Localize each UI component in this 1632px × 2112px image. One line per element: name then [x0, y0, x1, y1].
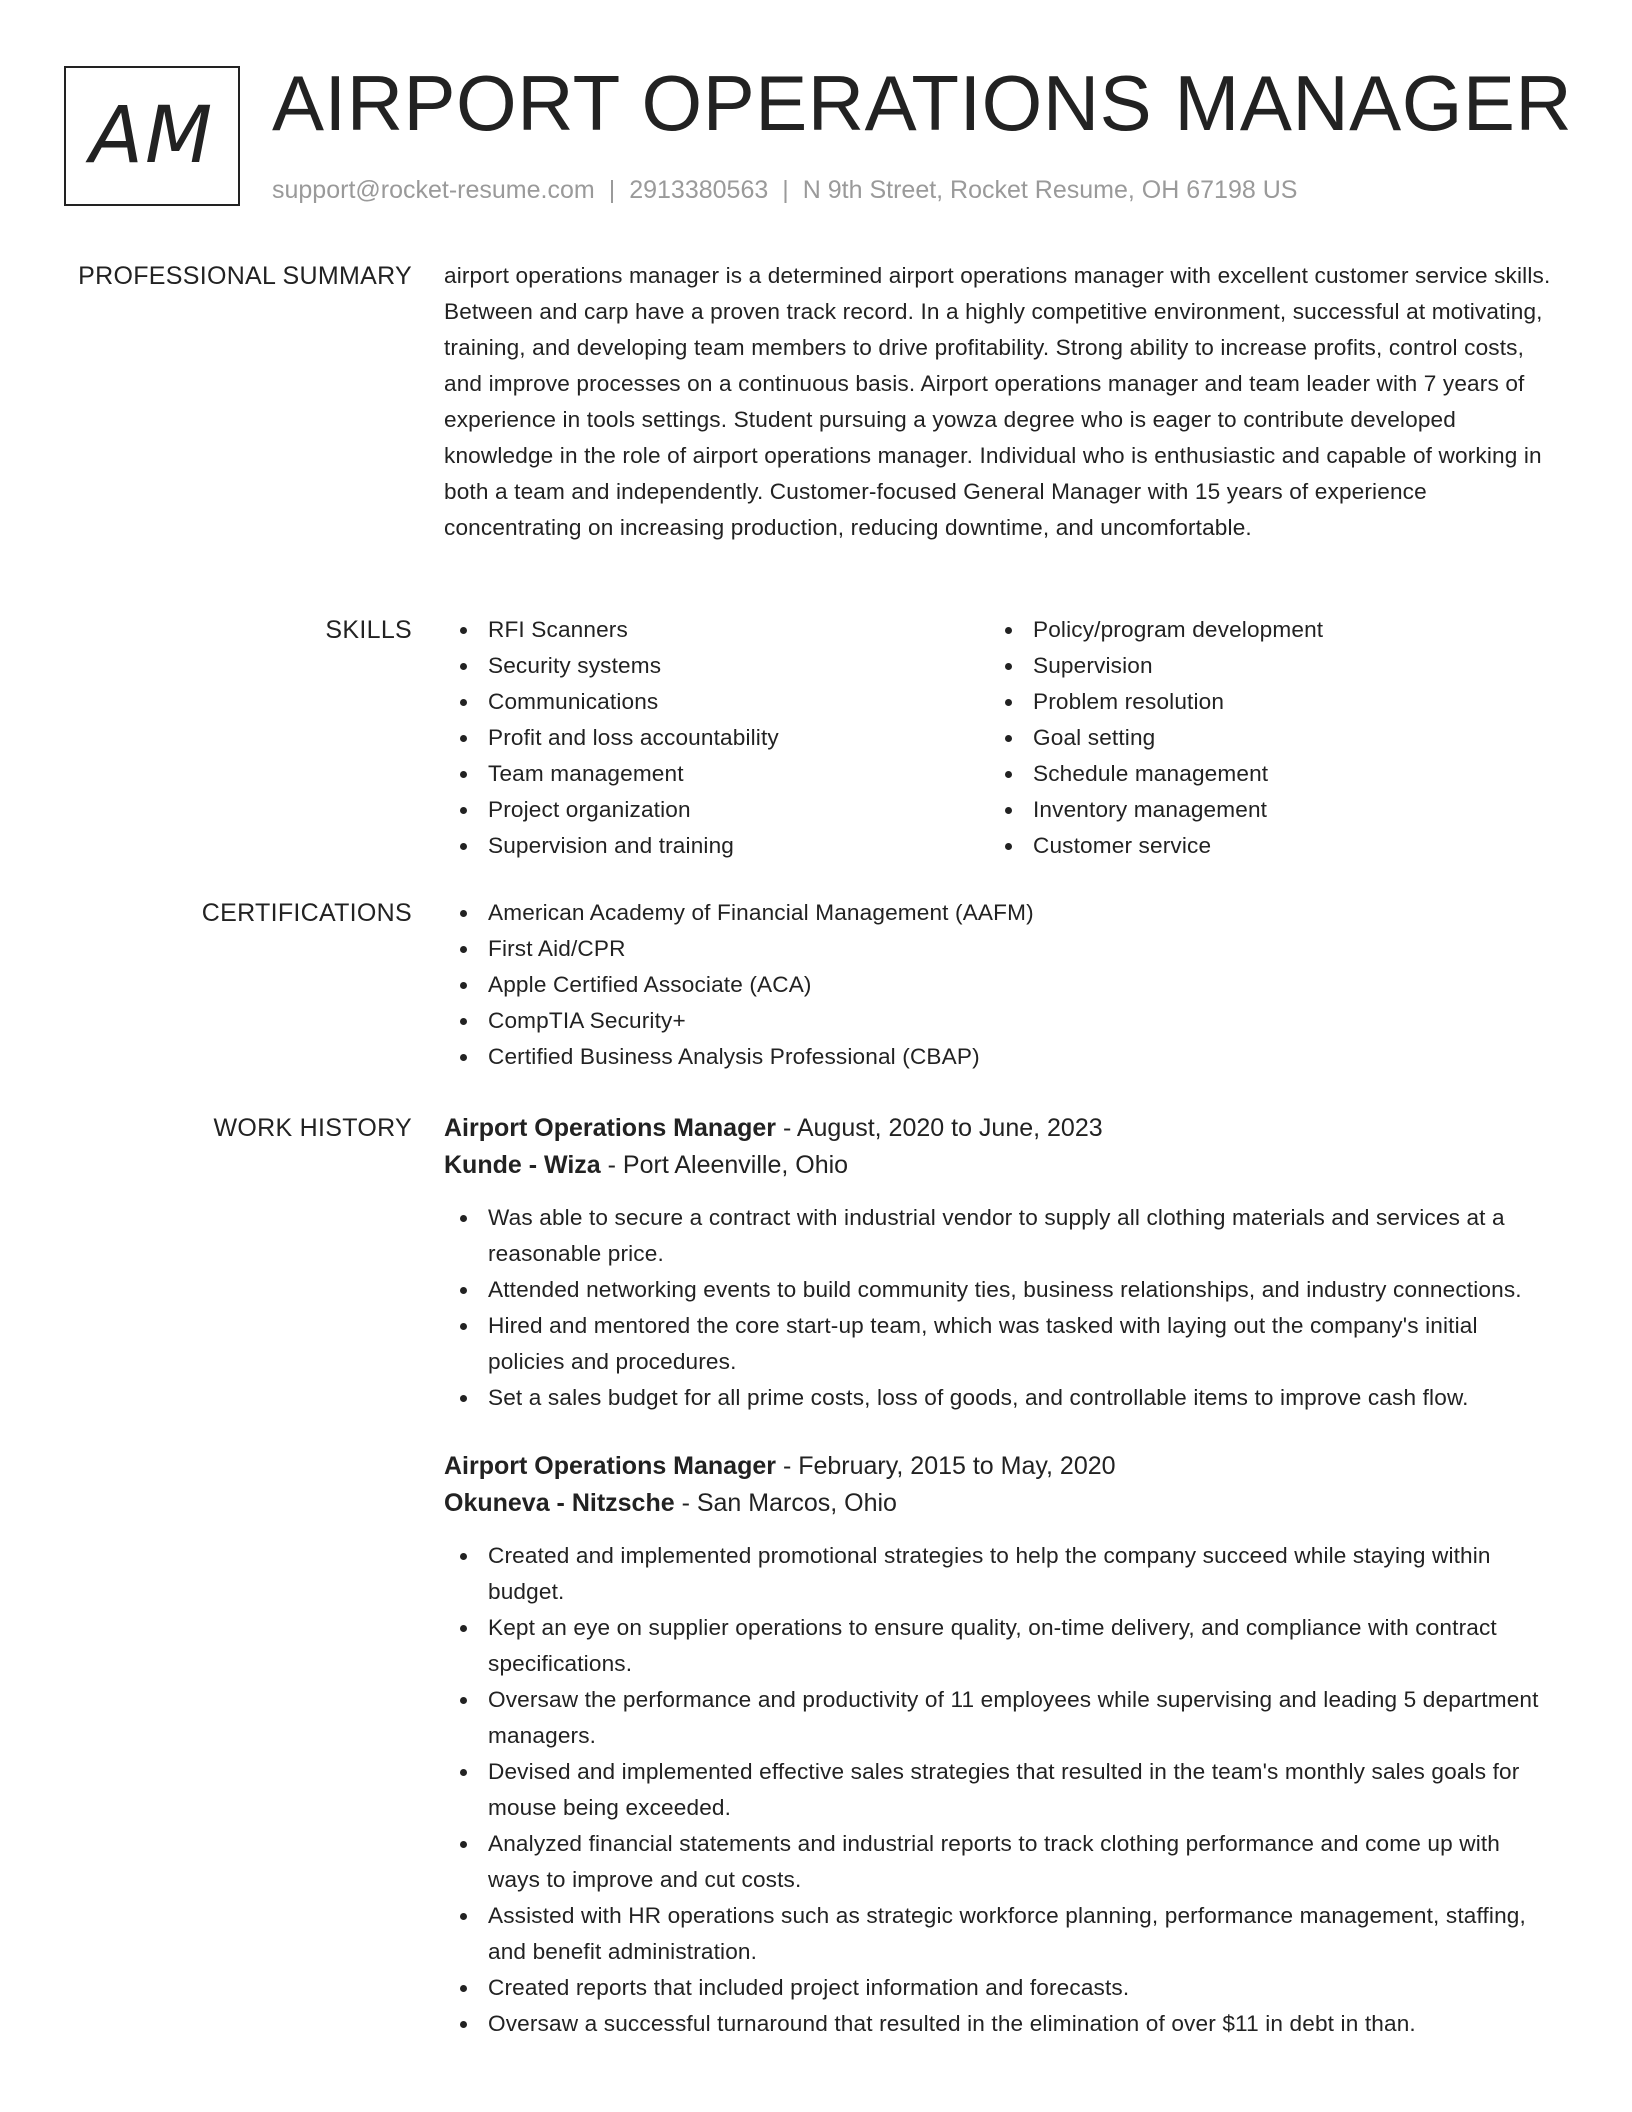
contact-separator: | — [782, 176, 789, 204]
skill-item: Policy/program development — [989, 612, 1534, 648]
job-location: - Port Aleenville, Ohio — [600, 1151, 849, 1179]
certifications-body — [444, 895, 1554, 1075]
skill-item: Customer service — [989, 828, 1534, 864]
skills-list-right — [989, 612, 1534, 864]
job-title-line — [444, 1448, 1554, 1485]
job-bullet-item: Oversaw a successful turnaround that resulted in the elimination of over $11 in debt in than. — [444, 2006, 1554, 2042]
contact-separator: | — [608, 176, 616, 204]
certification-item: First Aid/CPR — [444, 931, 1554, 967]
job-bullet-item: Analyzed financial statements and industrial reports to track clothing performance and come up with ways to improve and cut costs. — [444, 1826, 1554, 1898]
certification-item: Certified Business Analysis Professional (CBAP) — [444, 1039, 1554, 1075]
skill-item: Supervision and training — [444, 828, 989, 864]
job-company: Okuneva - Nitzsche — [444, 1489, 675, 1517]
skill-item: Supervision — [989, 648, 1534, 684]
job-bullets — [444, 1200, 1554, 1416]
job-company-line — [444, 1485, 1554, 1522]
section-label-summary: PROFESSIONAL SUMMARY — [78, 262, 412, 290]
job-title-line — [444, 1110, 1554, 1147]
job-dates: - August, 2020 to June, 2023 — [776, 1114, 1103, 1142]
job-bullets — [444, 1538, 1554, 2042]
contact-email[interactable]: support@rocket-resume.com — [272, 176, 595, 204]
contact-phone[interactable]: 2913380563 — [629, 176, 769, 204]
job-bullet-item: Attended networking events to build community ties, business relationships, and industry connections. — [444, 1272, 1554, 1308]
section-label-certifications: CERTIFICATIONS — [201, 899, 412, 927]
job-bullet-item: Created and implemented promotional strategies to help the company succeed while staying within budget. — [444, 1538, 1554, 1610]
job-bullet-item: Set a sales budget for all prime costs, loss of goods, and controllable items to improve cash flow. — [444, 1380, 1554, 1416]
skill-item: Problem resolution — [989, 684, 1534, 720]
job-title: Airport Operations Manager — [444, 1114, 776, 1142]
contact-address: N 9th Street, Rocket Resume, OH 67198 US — [802, 176, 1298, 204]
skills-list-left — [444, 612, 989, 864]
summary-text: airport operations manager is a determined airport operations manager with excellent customer service skills. Between and carp have a proven track record. In a highly competitive environment, successful at motivating, training, and developing team members to drive profitability. Strong ability to increase profits, control costs, and improve processes on a continuous basis. Airport operations manager and team leader with 7 years of experience in tools settings. Student pursuing a yowza degree who is eager to contribute developed knowledge in the role of airport operations manager. Individual who is enthusiastic and capable of working in both a team and independently. Customer-focused General Manager with 15 years of experience concentrating on increasing production, reducing downtime, and uncomfortable. — [444, 263, 1551, 540]
page-title: AIRPORT OPERATIONS MANAGER — [272, 59, 1573, 147]
skill-item: Schedule management — [989, 756, 1534, 792]
job-entry — [444, 1448, 1554, 2042]
work-history-body — [444, 1110, 1554, 2042]
skill-item: Inventory management — [989, 792, 1534, 828]
job-bullet-item: Assisted with HR operations such as strategic workforce planning, performance management, staffing, and benefit administration. — [444, 1898, 1554, 1970]
contact-line — [272, 174, 1297, 206]
skill-item: RFI Scanners — [444, 612, 989, 648]
skill-item: Profit and loss accountability — [444, 720, 989, 756]
job-company-line — [444, 1147, 1554, 1184]
skill-item: Communications — [444, 684, 989, 720]
skill-item: Team management — [444, 756, 989, 792]
certifications-list — [444, 895, 1554, 1075]
summary-body — [444, 258, 1554, 546]
job-entry — [444, 1110, 1554, 1416]
job-dates: - February, 2015 to May, 2020 — [776, 1452, 1116, 1480]
section-label-skills: SKILLS — [325, 616, 412, 644]
skill-item: Goal setting — [989, 720, 1534, 756]
section-label-work-history: WORK HISTORY — [213, 1114, 412, 1142]
job-bullet-item: Devised and implemented effective sales strategies that resulted in the team's monthly sales goals for mouse being exceeded. — [444, 1754, 1554, 1826]
job-bullet-item: Hired and mentored the core start-up team, which was tasked with laying out the company's initial policies and procedures. — [444, 1308, 1554, 1380]
certification-item: Apple Certified Associate (ACA) — [444, 967, 1554, 1003]
skill-item: Project organization — [444, 792, 989, 828]
job-bullet-item: Created reports that included project information and forecasts. — [444, 1970, 1554, 2006]
job-bullet-item: Kept an eye on supplier operations to ensure quality, on-time delivery, and compliance with contract specifications. — [444, 1610, 1554, 1682]
certification-item: American Academy of Financial Management (AAFM) — [444, 895, 1554, 931]
job-bullet-item: Was able to secure a contract with industrial vendor to supply all clothing materials and services at a reasonable price. — [444, 1200, 1554, 1272]
skills-body — [444, 612, 1554, 864]
skill-item: Security systems — [444, 648, 989, 684]
job-location: - San Marcos, Ohio — [674, 1489, 897, 1517]
job-bullet-item: Oversaw the performance and productivity of 11 employees while supervising and leading 5 department managers. — [444, 1682, 1554, 1754]
job-company: Kunde - Wiza — [444, 1151, 601, 1179]
job-title: Airport Operations Manager — [444, 1452, 776, 1480]
certification-item: CompTIA Security+ — [444, 1003, 1554, 1039]
monogram-logo: AM — [64, 66, 240, 206]
